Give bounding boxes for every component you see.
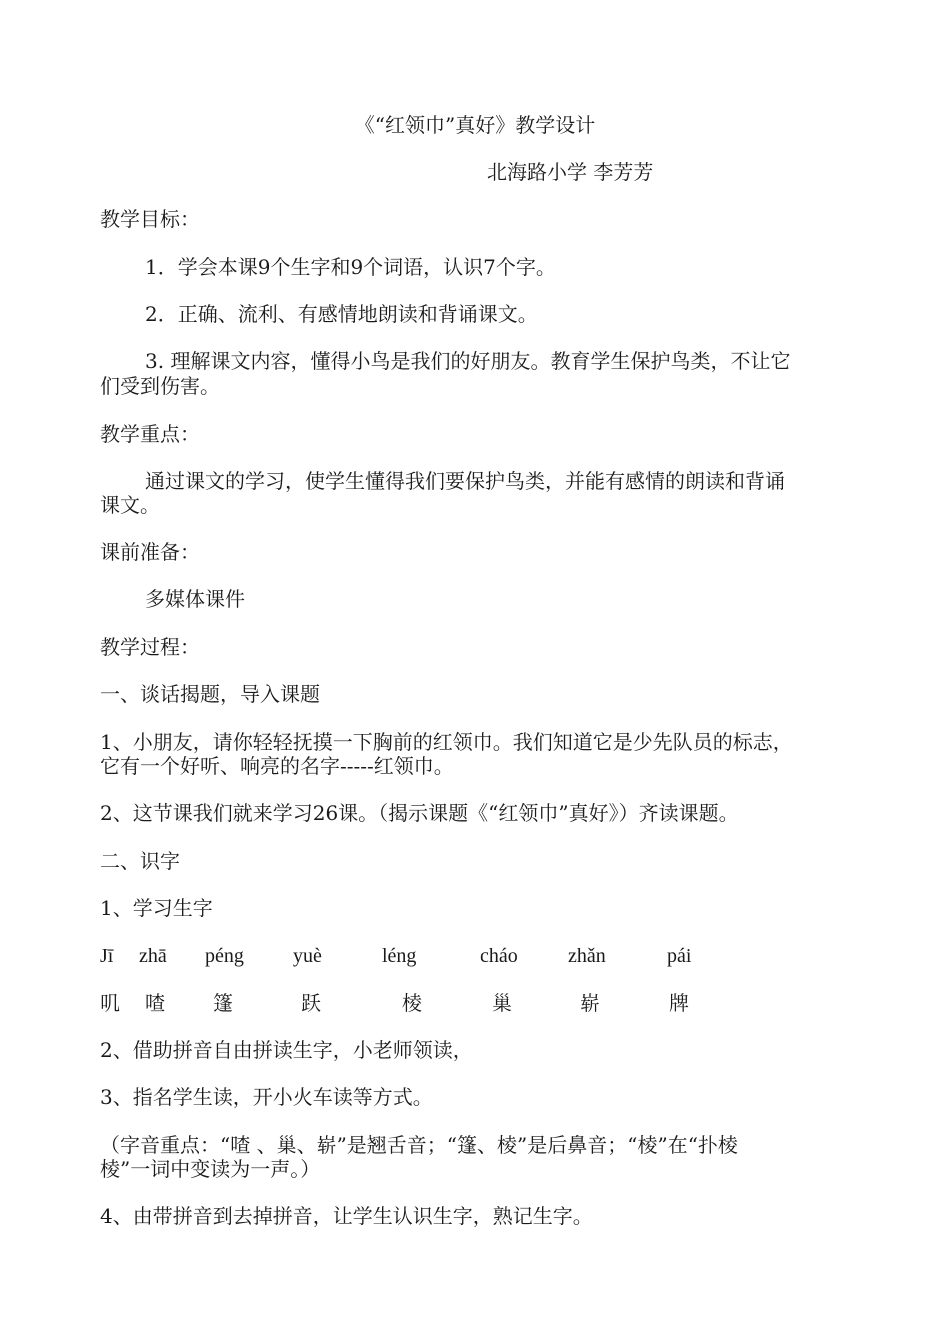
paragraph: 1、小朋友，请你轻轻抚摸一下胸前的红领巾。我们知道它是少先队员的标志， (100, 730, 793, 754)
paragraph: 1、学习生字 (100, 896, 213, 920)
pinyin-zhǎn: zhǎn (568, 945, 606, 967)
pinyin-yuè: yuè (293, 945, 322, 967)
pinyin-pái: pái (667, 945, 692, 967)
section-heading: 一、谈话揭题，导入课题 (100, 682, 320, 706)
character-巢: 巢 (492, 991, 512, 1015)
author-line: 北海路小学 李芳芳 (487, 160, 654, 184)
note: （字音重点：“喳 、巢、崭”是翘舌音；“篷、棱”是后鼻音；“棱”在“扑棱 (100, 1133, 738, 1157)
key-points-heading: 教学重点： (100, 422, 200, 446)
pinyin-jī: Jī (100, 945, 114, 967)
pinyin-léng: léng (382, 945, 417, 967)
character-崭: 崭 (580, 991, 600, 1015)
goals-heading: 教学目标： (100, 207, 200, 231)
note-continued: 棱”一词中变读为一声。） (100, 1157, 321, 1181)
character-篷: 篷 (213, 991, 233, 1015)
goal-item-continued: 们受到伤害。 (100, 374, 220, 398)
paragraph: 3、指名学生读，开小火车读等方式。 (100, 1085, 433, 1109)
document-title: 《“红领巾”真好》教学设计 (354, 113, 596, 137)
section-heading: 二、识字 (100, 849, 180, 873)
key-points-text-continued: 课文。 (100, 493, 160, 517)
pinyin-zhā: zhā (139, 945, 167, 967)
pinyin-cháo: cháo (480, 945, 518, 967)
goal-item: 2．正确、流利、有感情地朗读和背诵课文。 (145, 302, 538, 326)
character-叽: 叽 (100, 991, 120, 1015)
key-points-text: 通过课文的学习，使学生懂得我们要保护鸟类，并能有感情的朗读和背诵 (145, 469, 785, 493)
goal-item: 3. 理解课文内容，懂得小鸟是我们的好朋友。教育学生保护鸟类，不让它 (145, 349, 791, 373)
character-牌: 牌 (669, 991, 689, 1015)
paragraph: 2、这节课我们就来学习26课。（揭示课题《“红领巾”真好》）齐读课题。 (100, 801, 739, 825)
paragraph: 2、借助拼音自由拼读生字，小老师领读， (100, 1038, 473, 1062)
paragraph-continued: 它有一个好听、响亮的名字-----红领巾。 (100, 754, 454, 778)
preparation-text: 多媒体课件 (145, 587, 245, 611)
goal-item: 1．学会本课9个生字和9个词语，认识7个字。 (145, 255, 556, 279)
character-跃: 跃 (301, 991, 321, 1015)
character-棱: 棱 (402, 991, 422, 1015)
preparation-heading: 课前准备： (100, 540, 200, 564)
paragraph: 4、由带拼音到去掉拼音，让学生认识生字，熟记生字。 (100, 1204, 593, 1228)
pinyin-péng: péng (205, 945, 244, 967)
process-heading: 教学过程： (100, 635, 200, 659)
character-喳: 喳 (145, 991, 165, 1015)
